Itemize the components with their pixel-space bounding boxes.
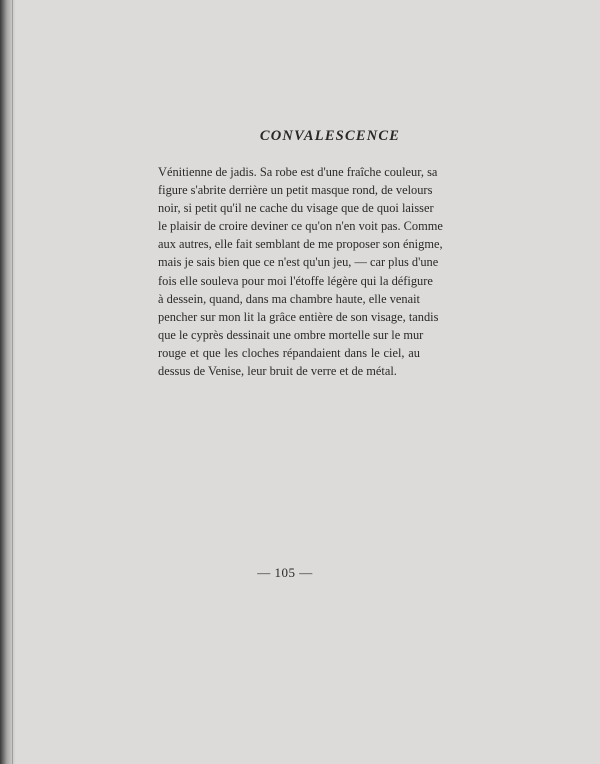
running-head: CONVALESCENCE	[259, 128, 401, 144]
text-line: que le cyprès dessinait une ombre mortelle sur le mur	[158, 327, 424, 342]
text-line: à dessein, quand, dans ma chambre haute, elle venait	[158, 291, 420, 306]
text-line: Vénitienne de jadis. Sa robe est d'une fraîche couleur, sa	[158, 165, 438, 179]
text-line: rouge et que les cloches répandaient dans le ciel, au	[158, 345, 420, 360]
body-text	[158, 163, 443, 380]
text-line: fois elle souleva pour moi l'étoffe légère qui la défigure	[158, 273, 433, 288]
page-number: — 105 —	[257, 565, 313, 580]
text-line: pencher sur mon lit la grâce entière de son visage, tandis	[158, 309, 439, 324]
text-line: figure s'abrite derrière un petit masque rond, de velours	[158, 183, 433, 198]
text-line: mais je sais bien que ce n'est qu'un jeu, — car plus d'une	[158, 255, 439, 270]
text-line: noir, si petit qu'il ne cache du visage que de quoi laisser	[158, 201, 434, 216]
text-line: le plaisir de croire deviner ce qu'on n'en voit pas. Comme	[158, 219, 443, 234]
gutter-fold-line	[12, 0, 13, 764]
text-line: dessus de Venise, leur bruit de verre et de métal.	[158, 364, 397, 379]
page-gutter	[0, 0, 16, 764]
text-line: aux autres, elle fait semblant de me proposer son énigme,	[158, 237, 443, 252]
